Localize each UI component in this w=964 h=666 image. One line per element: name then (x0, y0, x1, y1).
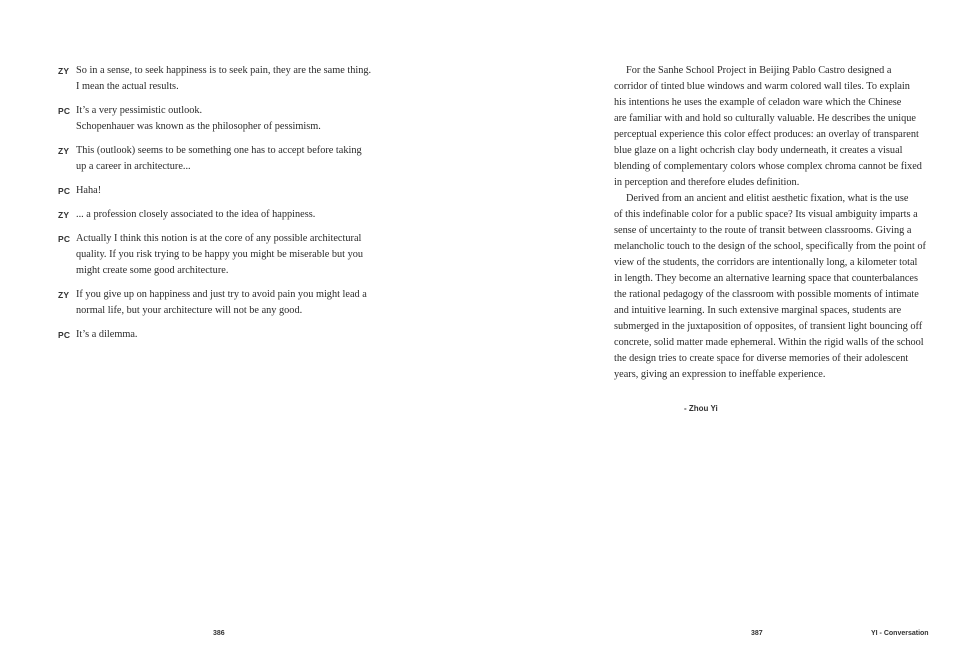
running-title: YI - Conversation (871, 630, 929, 637)
text-line: are familiar with and hold so culturally valuable. He describes the unique (614, 113, 916, 124)
dialogue-entry (58, 287, 458, 319)
dialogue (58, 63, 458, 351)
dialogue-entry (58, 143, 458, 175)
text-line: view of the students, the corridors are intentionally long, a kilometer total (614, 257, 918, 268)
text-line: melancholic touch to the design of the school, specifically from the point of (614, 241, 926, 252)
text-line: corridor of tinted blue windows and warm colored wall tiles. To explain (614, 81, 910, 92)
dialogue-line: Haha! (76, 185, 102, 196)
text-line: the rational pedagogy of the classroom with possible moments of intimate (614, 289, 919, 300)
dialogue-entry (58, 327, 458, 343)
speaker-label: PC (58, 106, 71, 116)
text-line: the design tries to create space for diverse memories of their adolescent (614, 353, 909, 364)
dialogue-line: This (outlook) seems to be something one has to accept before taking (76, 145, 362, 156)
speaker-label: ZY (58, 210, 70, 220)
article-text (614, 63, 934, 383)
text-line: years, giving an expression to ineffable experience. (614, 369, 826, 380)
dialogue-line: quality. If you risk trying to be happy you might be miserable but you (76, 249, 364, 260)
text-line: of this indefinable color for a public space? Its visual ambiguity imparts a (614, 209, 918, 220)
dialogue-entry (58, 63, 458, 95)
page-number-right: 387 (751, 630, 763, 637)
text-line: blue glaze on a light ochcrish clay body underneath, it creates a visual (614, 145, 903, 156)
dialogue-entry (58, 231, 458, 279)
paragraph-1 (614, 63, 934, 191)
text-line: in length. They become an alternative learning space that counterbalances (614, 273, 919, 284)
text-line: his intentions he uses the example of celadon ware which the Chinese (614, 97, 902, 108)
dialogue-line: ... a profession closely associated to the idea of happiness. (76, 209, 316, 220)
speaker-label: ZY (58, 66, 70, 76)
dialogue-entry (58, 183, 458, 199)
speaker-label: PC (58, 234, 71, 244)
text-line: perceptual experience this color effect produces: an overlay of transparent (614, 129, 919, 140)
dialogue-line: If you give up on happiness and just try to avoid pain you might lead a (76, 289, 367, 300)
dialogue-line: up a career in architecture... (76, 161, 191, 172)
text-line: and intuitive learning. In such extensive marginal spaces, students are (614, 305, 902, 316)
speaker-label: PC (58, 186, 71, 196)
page-number-left: 386 (213, 630, 225, 637)
text-line: Derived from an ancient and elitist aesthetic fixation, what is the use (626, 193, 909, 204)
dialogue-line: Actually I think this notion is at the core of any possible architectural (76, 233, 362, 244)
text-line: blending of complementary colors whose complex chroma cannot be fixed (614, 161, 922, 172)
paragraph-2 (614, 191, 934, 383)
text-line: For the Sanhe School Project in Beijing Pablo Castro designed a (626, 65, 892, 76)
dialogue-line: Schopenhauer was known as the philosopher of pessimism. (76, 121, 321, 132)
dialogue-line: So in a sense, to seek happiness is to seek pain, they are the same thing. (76, 65, 372, 76)
right-page (482, 0, 964, 666)
text-line: submerged in the juxtaposition of opposites, of transient light bouncing off (614, 321, 923, 332)
speaker-label: ZY (58, 146, 70, 156)
dialogue-entry (58, 103, 458, 135)
speaker-label: ZY (58, 290, 70, 300)
dialogue-entry (58, 207, 458, 223)
text-line: concrete, solid matter made ephemeral. Within the rigid walls of the school (614, 337, 924, 348)
text-line: in perception and therefore eludes definition. (614, 177, 800, 188)
speaker-label: PC (58, 330, 71, 340)
dialogue-line: might create some good architecture. (76, 265, 229, 276)
text-line: sense of uncertainty to the route of transit between classrooms. Giving a (614, 225, 912, 236)
author-signature: - Zhou Yi (684, 404, 718, 413)
dialogue-line: It’s a dilemma. (76, 329, 138, 340)
dialogue-line: It’s a very pessimistic outlook. (76, 105, 203, 116)
dialogue-line: I mean the actual results. (76, 81, 179, 92)
dialogue-line: normal life, but your architecture will not be any good. (76, 305, 303, 316)
